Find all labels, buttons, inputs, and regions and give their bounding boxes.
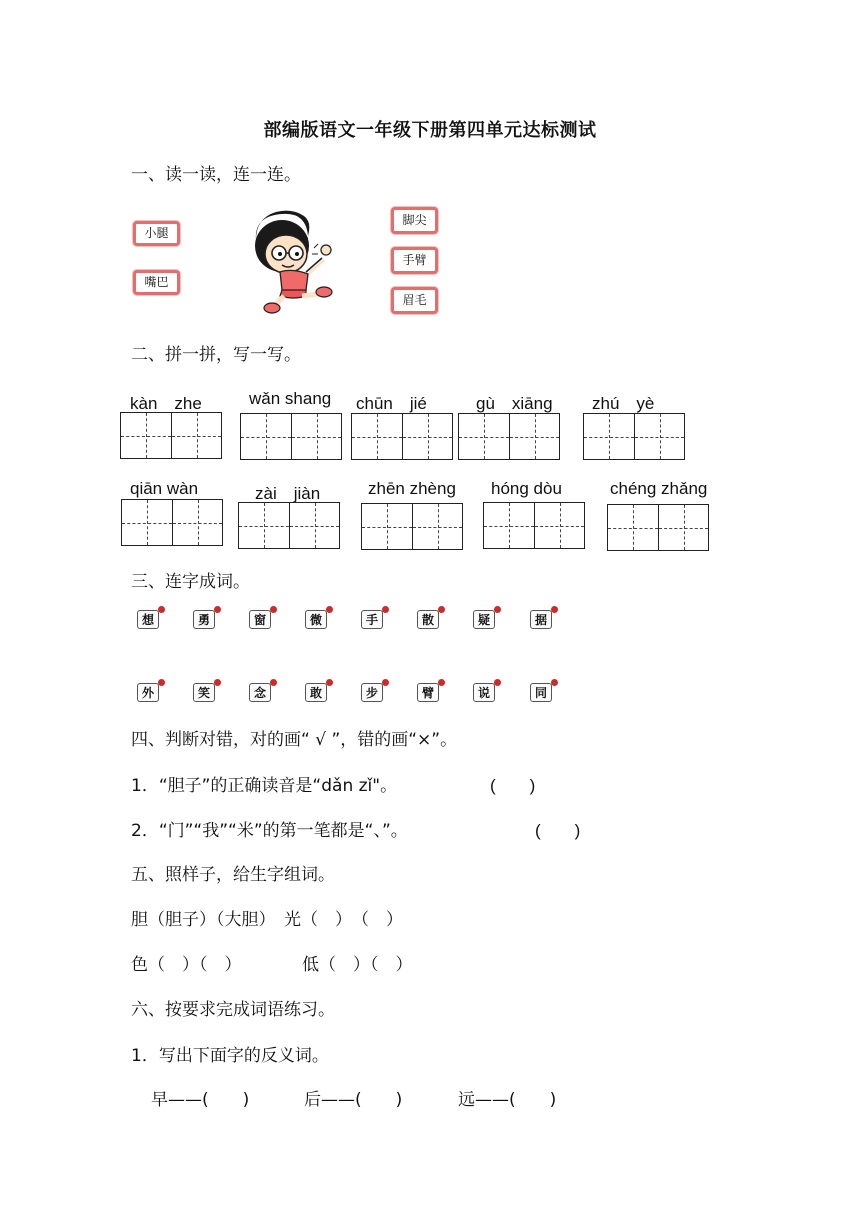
boy-illustration-icon bbox=[252, 210, 338, 316]
bottom-char-1[interactable]: 外 bbox=[137, 683, 159, 702]
connect-dot-icon[interactable] bbox=[270, 606, 277, 613]
bottom-char-8[interactable]: 同 bbox=[530, 683, 552, 702]
bottom-char-7[interactable]: 说 bbox=[473, 683, 495, 702]
judge-answer-2[interactable]: ( ) bbox=[535, 821, 581, 840]
connect-dot-icon[interactable] bbox=[214, 679, 221, 686]
connect-dot-icon[interactable] bbox=[551, 606, 558, 613]
writing-grid-9[interactable] bbox=[483, 502, 585, 549]
judge-question-2: 2．“门”“我”“米”的第一笔都是“、”。 bbox=[131, 821, 408, 841]
section-4-heading: 四、判断对错，对的画“ √ ”，错的画“×”。 bbox=[131, 730, 458, 750]
antonym-2[interactable]: 后——( ) bbox=[304, 1090, 403, 1110]
connect-dot-icon[interactable] bbox=[551, 679, 558, 686]
connect-dot-icon[interactable] bbox=[438, 679, 445, 686]
writing-grid-7[interactable] bbox=[238, 502, 340, 549]
pinyin-5: zhú yè bbox=[592, 394, 655, 413]
judge-question-1: 1．“胆子”的正确读音是“dǎn zǐ"。 bbox=[131, 776, 398, 796]
top-char-1[interactable]: 想 bbox=[137, 610, 159, 629]
writing-grid-8[interactable] bbox=[361, 503, 463, 550]
pinyin-8: zhēn zhèng bbox=[368, 479, 456, 498]
connect-dot-icon[interactable] bbox=[382, 606, 389, 613]
pinyin-2: wǎn shang bbox=[249, 389, 332, 408]
bottom-char-5[interactable]: 步 bbox=[361, 683, 383, 702]
pinyin-6: qiān wàn bbox=[130, 479, 199, 498]
tag-right-2: 手臂 bbox=[391, 247, 438, 274]
bottom-char-3[interactable]: 念 bbox=[249, 683, 271, 702]
tag-right-1: 脚尖 bbox=[391, 207, 438, 234]
antonym-1[interactable]: 早——( ) bbox=[151, 1090, 250, 1110]
judge-answer-1[interactable]: ( ) bbox=[490, 776, 536, 795]
bottom-char-6[interactable]: 臂 bbox=[417, 683, 439, 702]
tag-left-1: 小腿 bbox=[133, 221, 180, 246]
connect-dot-icon[interactable] bbox=[326, 606, 333, 613]
section-2-heading: 二、拼一拼，写一写。 bbox=[131, 345, 301, 365]
word-group-line-2a: 色（ ）（ ） bbox=[131, 955, 242, 975]
top-char-8[interactable]: 据 bbox=[530, 610, 552, 629]
top-char-2[interactable]: 勇 bbox=[193, 610, 215, 629]
connect-dot-icon[interactable] bbox=[158, 606, 165, 613]
pinyin-10: chéng zhǎng bbox=[610, 479, 708, 498]
section-3-heading: 三、连字成词。 bbox=[131, 572, 250, 592]
writing-grid-2[interactable] bbox=[240, 413, 342, 460]
writing-grid-6[interactable] bbox=[121, 499, 223, 546]
pinyin-9: hóng dòu bbox=[491, 479, 562, 498]
writing-grid-10[interactable] bbox=[607, 504, 709, 551]
tag-right-3: 眉毛 bbox=[391, 287, 438, 314]
pinyin-3: chūn jié bbox=[356, 394, 427, 413]
bottom-char-2[interactable]: 笑 bbox=[193, 683, 215, 702]
connect-dot-icon[interactable] bbox=[494, 679, 501, 686]
page-title: 部编版语文一年级下册第四单元达标测试 bbox=[263, 120, 597, 141]
pinyin-1: kàn zhe bbox=[130, 394, 202, 413]
top-char-4[interactable]: 微 bbox=[305, 610, 327, 629]
writing-grid-4[interactable] bbox=[458, 413, 560, 460]
writing-grid-3[interactable] bbox=[351, 413, 453, 460]
word-group-line-2b: 低（ ）（ ） bbox=[302, 955, 413, 975]
writing-grid-5[interactable] bbox=[583, 413, 685, 460]
connect-dot-icon[interactable] bbox=[382, 679, 389, 686]
connect-dot-icon[interactable] bbox=[326, 679, 333, 686]
top-char-3[interactable]: 窗 bbox=[249, 610, 271, 629]
top-char-7[interactable]: 疑 bbox=[473, 610, 495, 629]
connect-dot-icon[interactable] bbox=[214, 606, 221, 613]
connect-dot-icon[interactable] bbox=[158, 679, 165, 686]
section-5-heading: 五、照样子，给生字组词。 bbox=[131, 865, 335, 885]
top-char-5[interactable]: 手 bbox=[361, 610, 383, 629]
connect-dot-icon[interactable] bbox=[438, 606, 445, 613]
section-6-heading: 六、按要求完成词语练习。 bbox=[131, 1000, 335, 1020]
top-char-6[interactable]: 散 bbox=[417, 610, 439, 629]
bottom-char-4[interactable]: 敢 bbox=[305, 683, 327, 702]
pinyin-7: zài jiàn bbox=[255, 484, 321, 503]
writing-grid-1[interactable] bbox=[120, 412, 222, 459]
tag-left-2: 嘴巴 bbox=[133, 270, 180, 295]
antonym-3[interactable]: 远——( ) bbox=[458, 1090, 557, 1110]
connect-dot-icon[interactable] bbox=[270, 679, 277, 686]
connect-dot-icon[interactable] bbox=[494, 606, 501, 613]
antonym-instruction: 1．写出下面字的反义词。 bbox=[131, 1046, 329, 1066]
section-1-heading: 一、读一读，连一连。 bbox=[131, 165, 301, 185]
pinyin-4: gù xiāng bbox=[476, 394, 553, 413]
word-group-line-1: 胆（胆子）（大胆） 光（ ） （ ） bbox=[131, 910, 403, 930]
